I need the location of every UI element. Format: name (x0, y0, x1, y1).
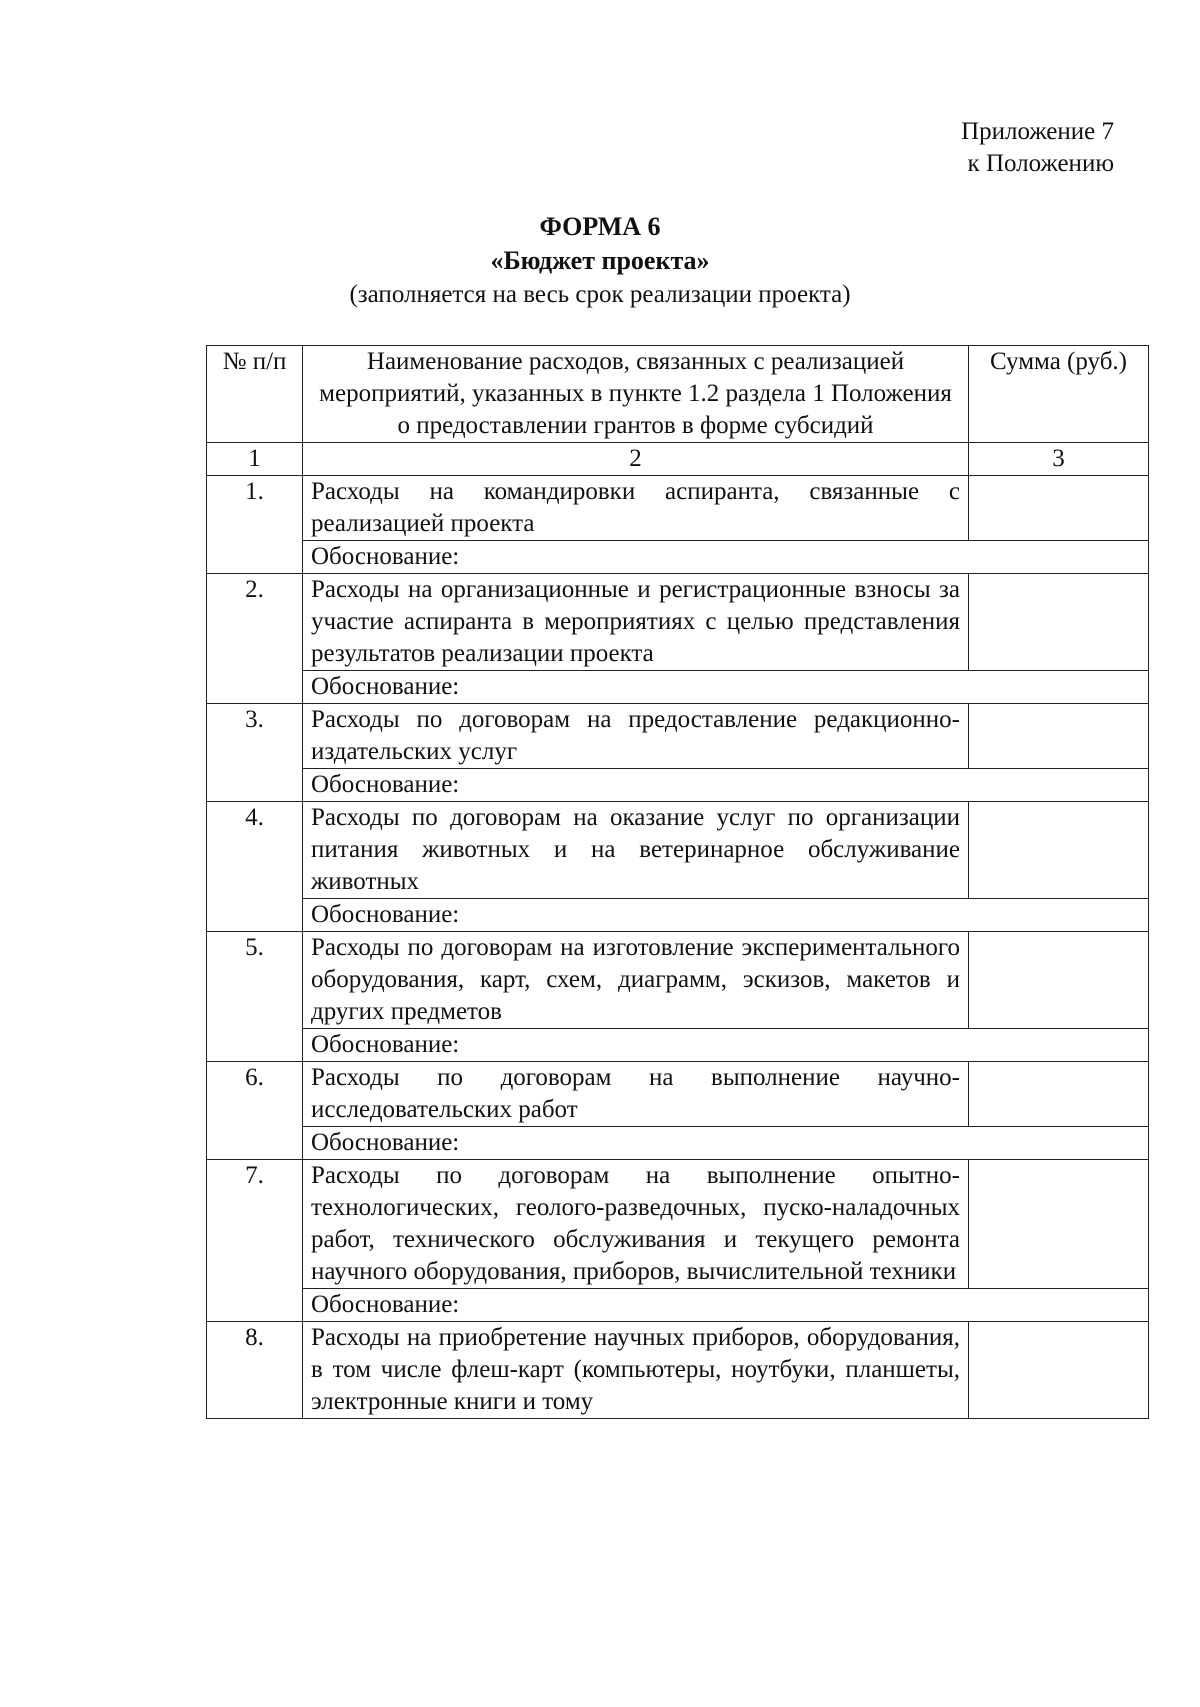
table-row (207, 1160, 1149, 1289)
expense-description: Расходы по договорам на выполнение научно-исследовательских работ (303, 1062, 969, 1127)
table-header-row (207, 346, 1149, 443)
basis-label[interactable]: Обоснование: (303, 1289, 1149, 1322)
form-title: ФОРМА 6 (539, 212, 661, 241)
row-number: 6. (207, 1062, 303, 1160)
form-subtitle: «Бюджет проекта» (490, 246, 710, 275)
amount-cell[interactable] (969, 1160, 1149, 1289)
amount-cell[interactable] (969, 932, 1149, 1029)
expense-description: Расходы по договорам на изготовление экспериментального оборудования, карт, схем, диаграмм, эскизов, макетов и других предметов (303, 932, 969, 1029)
row-number: 8. (207, 1322, 303, 1419)
expense-description: Расходы на приобретение научных приборов, оборудования, в том числе флеш-карт (компьютеры, ноутбуки, планшеты, электронные книги и тому (303, 1322, 969, 1419)
form-title-block (0, 210, 1200, 312)
amount-cell[interactable] (969, 704, 1149, 769)
table-row (207, 574, 1149, 671)
table-row (207, 802, 1149, 899)
budget-table (206, 345, 1149, 1419)
row-number: 5. (207, 932, 303, 1062)
column-number-3: 3 (969, 443, 1149, 476)
basis-label[interactable]: Обоснование: (303, 899, 1149, 932)
expense-description: Расходы на организационные и регистрационные взносы за участие аспиранта в мероприятиях с целью представления результатов реализации проекта (303, 574, 969, 671)
table-row (207, 476, 1149, 541)
basis-label[interactable]: Обоснование: (303, 1029, 1149, 1062)
amount-cell[interactable] (969, 1322, 1149, 1419)
amount-cell[interactable] (969, 802, 1149, 899)
row-number: 3. (207, 704, 303, 802)
header-number: № п/п (207, 346, 303, 443)
table-row (207, 932, 1149, 1029)
expense-description: Расходы по договорам на выполнение опытно-технологических, геолого-разведочных, пуско-наладочных работ, технического обслуживания и текущего ремонта научного оборудования, приборов, вычислительной техники (303, 1160, 969, 1289)
column-number-1: 1 (207, 443, 303, 476)
amount-cell[interactable] (969, 476, 1149, 541)
basis-label[interactable]: Обоснование: (303, 1127, 1149, 1160)
row-number: 1. (207, 476, 303, 574)
basis-row (207, 671, 1149, 704)
basis-label[interactable]: Обоснование: (303, 671, 1149, 704)
expense-description: Расходы по договорам на предоставление редакционно-издательских услуг (303, 704, 969, 769)
table-row (207, 1322, 1149, 1419)
row-number: 4. (207, 802, 303, 932)
basis-row (207, 899, 1149, 932)
amount-cell[interactable] (969, 574, 1149, 671)
expense-description: Расходы по договорам на оказание услуг по организации питания животных и на ветеринарное обслуживание животных (303, 802, 969, 899)
amount-cell[interactable] (969, 1062, 1149, 1127)
table-row (207, 704, 1149, 769)
basis-row (207, 541, 1149, 574)
basis-row (207, 1289, 1149, 1322)
basis-row (207, 1029, 1149, 1062)
form-note: (заполняется на весь срок реализации проекта) (349, 281, 851, 308)
appendix-line-1: Приложение 7 (961, 118, 1114, 145)
appendix-line-2: к Положению (967, 150, 1114, 177)
basis-label[interactable]: Обоснование: (303, 541, 1149, 574)
expense-description: Расходы на командировки аспиранта, связанные с реализацией проекта (303, 476, 969, 541)
column-number-2: 2 (303, 443, 969, 476)
basis-row (207, 1127, 1149, 1160)
header-expense-name: Наименование расходов, связанных с реализацией мероприятий, указанных в пункте 1.2 раздела 1 Положения о предоставлении грантов в форме субсидий (303, 346, 969, 443)
appendix-reference (961, 116, 1114, 180)
row-number: 2. (207, 574, 303, 704)
header-amount: Сумма (руб.) (969, 346, 1149, 443)
basis-row (207, 769, 1149, 802)
basis-label[interactable]: Обоснование: (303, 769, 1149, 802)
column-number-row (207, 443, 1149, 476)
table-row (207, 1062, 1149, 1127)
row-number: 7. (207, 1160, 303, 1322)
